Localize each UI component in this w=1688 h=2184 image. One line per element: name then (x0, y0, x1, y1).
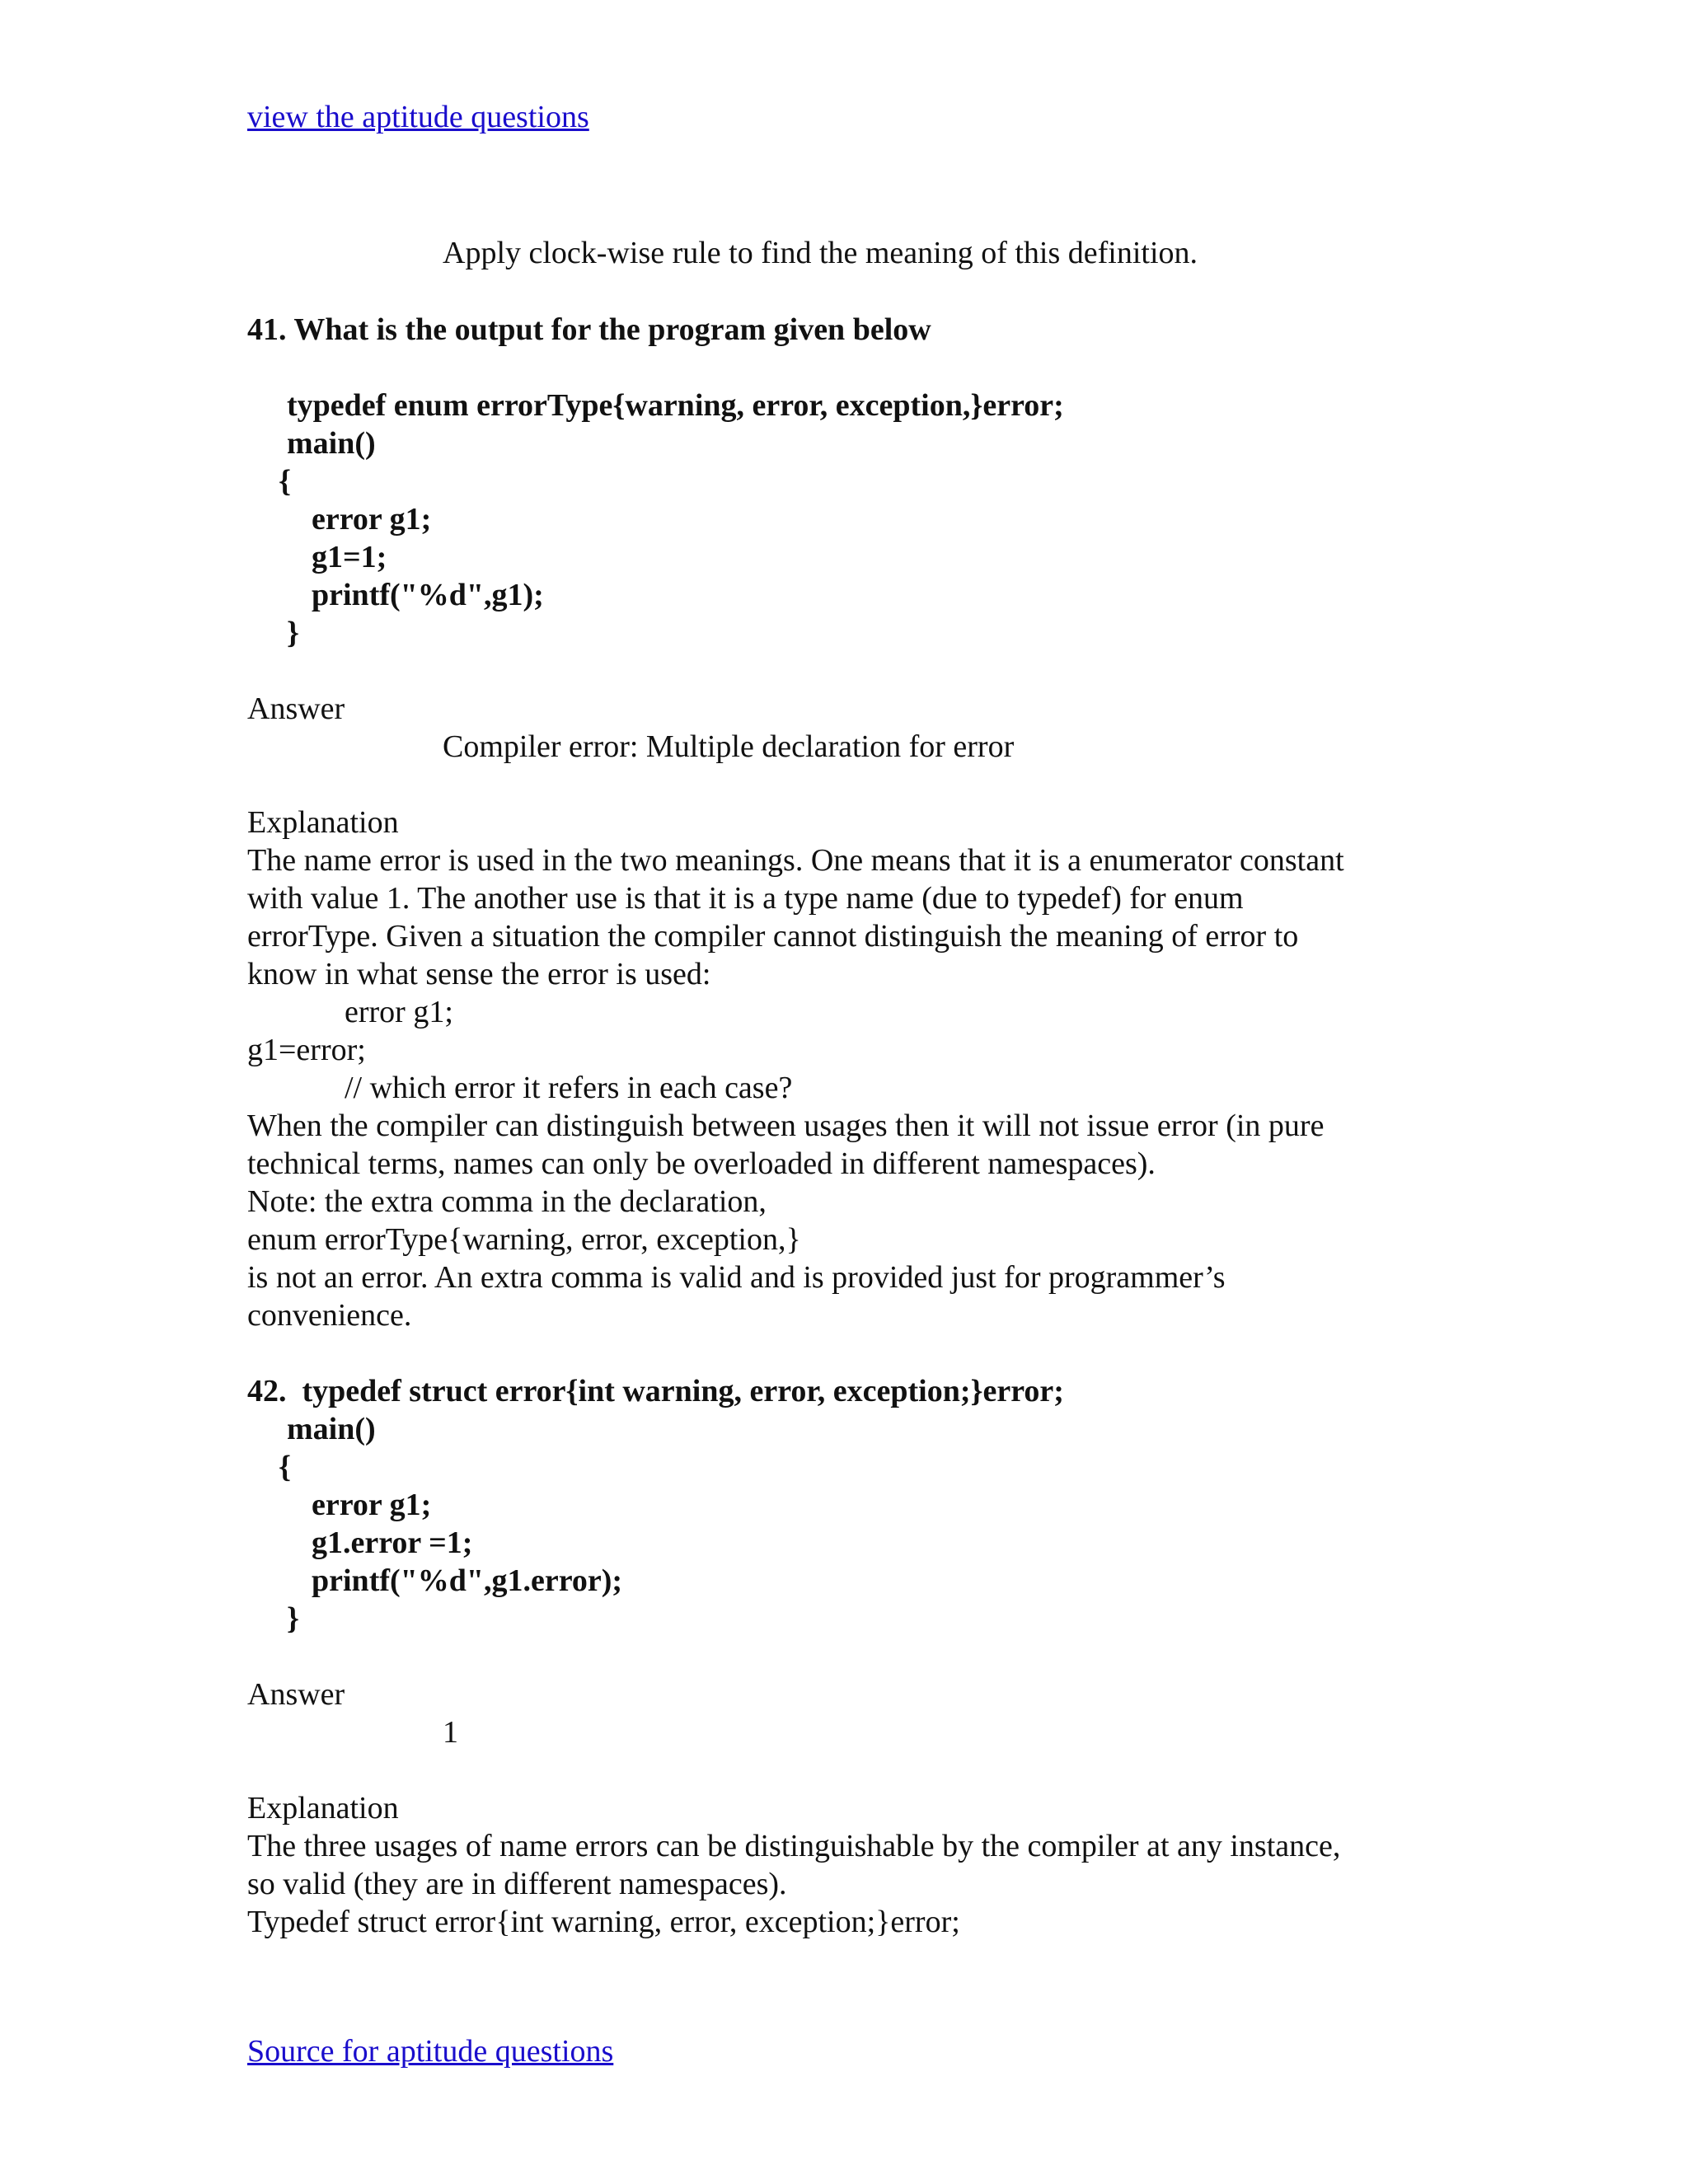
q41-explanation-line: The name error is used in the two meanings. One means that it is a enumerator constant (247, 843, 1344, 878)
q42-explanation-label: Explanation (247, 1791, 399, 1825)
q41-explanation-line: convenience. (247, 1298, 412, 1333)
q42-code-line: printf("%d",g1.error); (312, 1563, 623, 1598)
q41-code-line: error g1; (312, 502, 432, 537)
q42-code-line: g1.error =1; (312, 1526, 473, 1560)
q41-explanation-line: When the compiler can distinguish between usages then it will not issue error (in pure (247, 1108, 1325, 1143)
intro-text: Apply clock-wise rule to find the meaning of this definition. (443, 236, 1198, 270)
q42-explanation-line: Typedef struct error{int warning, error, exception;}error; (247, 1905, 960, 1939)
q41-explanation-label: Explanation (247, 805, 399, 840)
q42-code-line: error g1; (312, 1488, 432, 1522)
q42-code-line: } (287, 1601, 299, 1636)
question-41-title: 41. What is the output for the program given below (247, 312, 931, 347)
q42-answer: 1 (443, 1715, 458, 1750)
q41-code-line: printf("%d",g1); (312, 578, 544, 612)
q41-explanation-line: error g1; (345, 995, 453, 1029)
q41-code-line: } (287, 616, 299, 650)
q41-answer: Compiler error: Multiple declaration for error (443, 729, 1015, 764)
q42-explanation-line: so valid (they are in different namespaces). (247, 1867, 787, 1901)
q42-code-line: { (279, 1450, 291, 1484)
q41-code-line: main() (287, 426, 376, 461)
q41-explanation-line: technical terms, names can only be overloaded in different namespaces). (247, 1146, 1156, 1181)
q41-code-line: typedef enum errorType{warning, error, exception,}error; (287, 388, 1064, 423)
q42-code-line: main() (287, 1412, 376, 1446)
q41-explanation-line: errorType. Given a situation the compiler cannot distinguish the meaning of error to (247, 919, 1299, 954)
q41-explanation-line: with value 1. The another use is that it is a type name (due to typedef) for enum (247, 881, 1244, 916)
q41-explanation-line: g1=error; (247, 1033, 366, 1067)
q41-explanation-line: know in what sense the error is used: (247, 957, 711, 991)
question-42-title: 42. typedef struct error{int warning, error, exception;}error; (247, 1374, 1064, 1408)
q41-explanation-line: // which error it refers in each case? (345, 1071, 793, 1105)
q41-explanation-line: is not an error. An extra comma is valid and is provided just for programmer’s (247, 1260, 1226, 1295)
q41-code-line: { (279, 464, 291, 499)
q42-explanation-line: The three usages of name errors can be distinguishable by the compiler at any instance, (247, 1829, 1341, 1863)
q41-explanation-line: Note: the extra comma in the declaration, (247, 1184, 767, 1219)
view-aptitude-questions-link[interactable]: view the aptitude questions (247, 100, 589, 134)
q42-answer-label: Answer (247, 1677, 345, 1712)
q41-explanation-line: enum errorType{warning, error, exception,} (247, 1222, 801, 1257)
q41-code-line: g1=1; (312, 540, 387, 574)
source-aptitude-questions-link[interactable]: Source for aptitude questions (247, 2034, 614, 2069)
q41-answer-label: Answer (247, 691, 345, 726)
